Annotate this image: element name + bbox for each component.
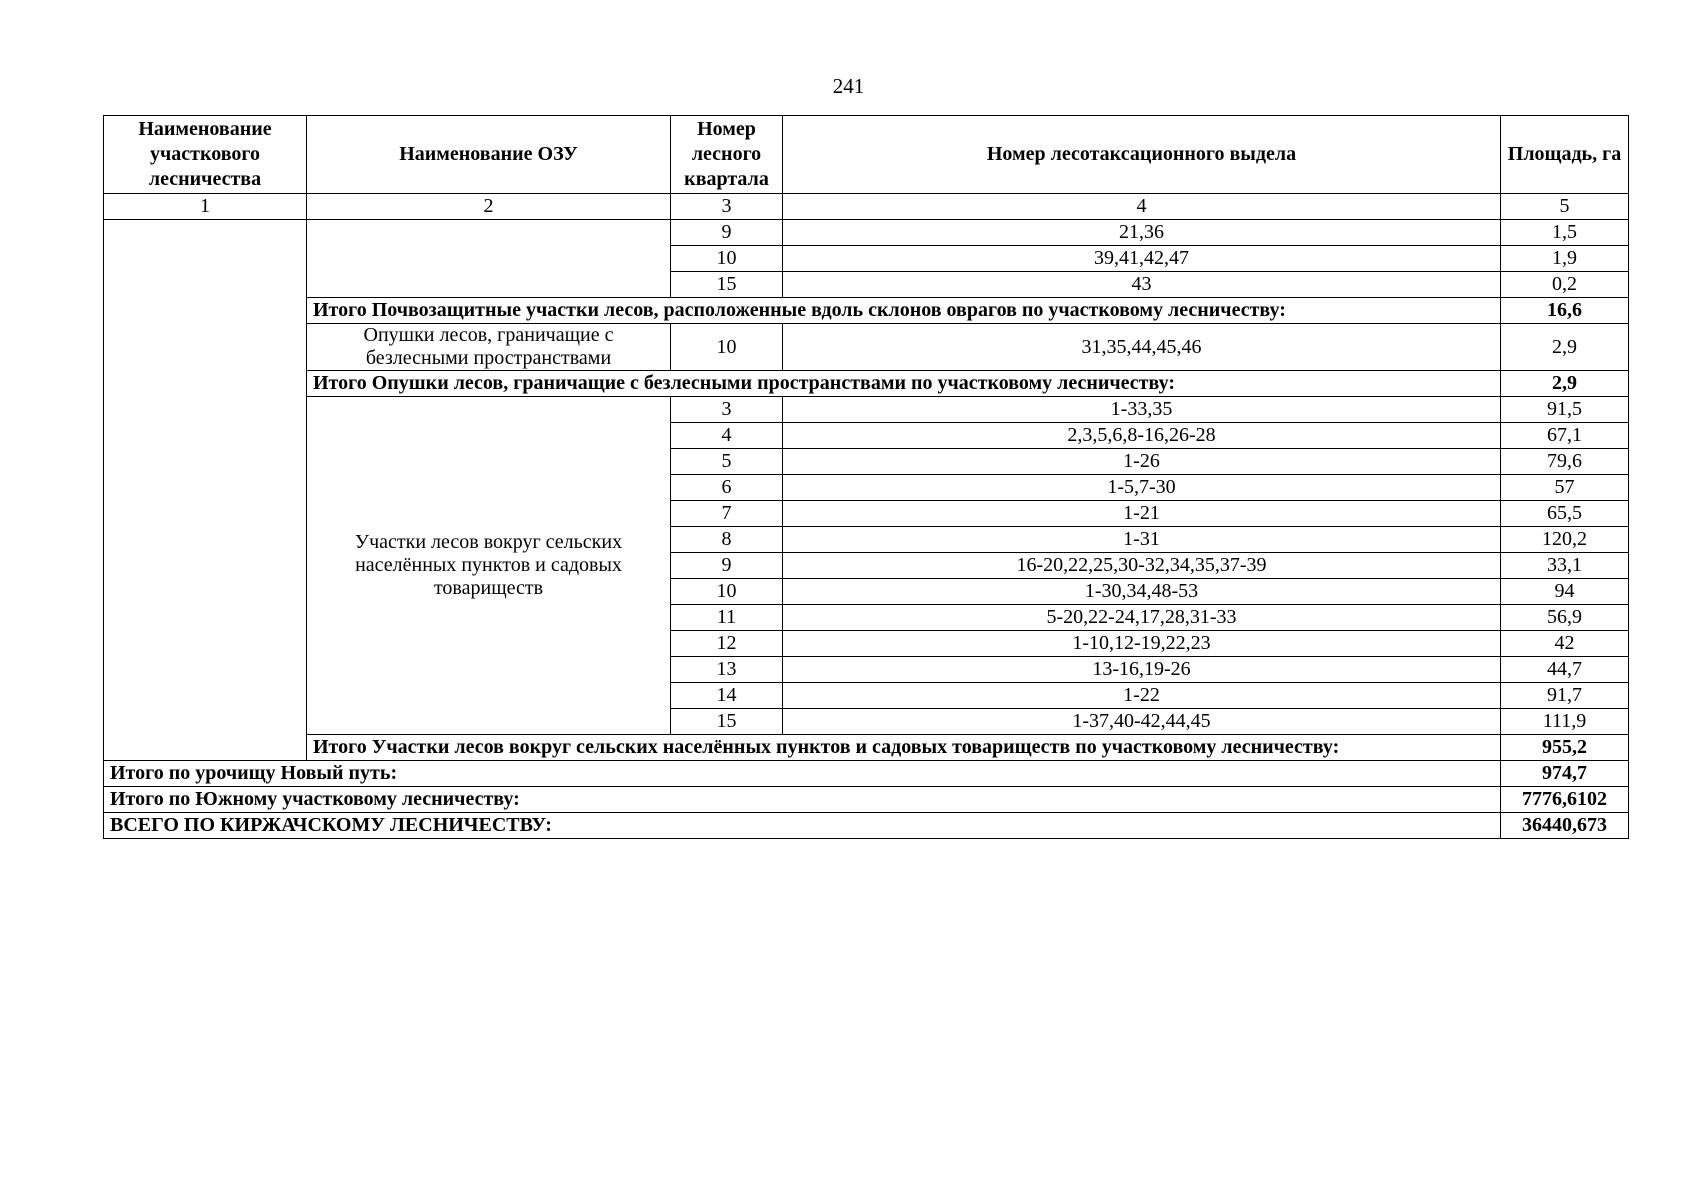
- table-row: [104, 324, 1629, 371]
- summary-total-value: 7776,6102: [1501, 787, 1629, 813]
- vydel-cell: 21,36: [783, 220, 1501, 246]
- kvartal-cell: 6: [671, 475, 783, 501]
- area-cell: 111,9: [1501, 709, 1629, 735]
- vydel-cell: 1-31: [783, 527, 1501, 553]
- group-total-value: 2,9: [1501, 371, 1629, 397]
- vydel-cell: 1-22: [783, 683, 1501, 709]
- vydel-cell: 5-20,22-24,17,28,31-33: [783, 605, 1501, 631]
- kvartal-cell: 10: [671, 246, 783, 272]
- area-cell: 91,5: [1501, 397, 1629, 423]
- summary-total-row: [104, 813, 1629, 839]
- kvartal-cell: 15: [671, 709, 783, 735]
- area-cell: 56,9: [1501, 605, 1629, 631]
- summary-total-row: [104, 787, 1629, 813]
- vydel-cell: 2,3,5,6,8-16,26-28: [783, 423, 1501, 449]
- kvartal-cell: 3: [671, 397, 783, 423]
- area-cell: 94: [1501, 579, 1629, 605]
- forest-table: [103, 115, 1629, 839]
- vydel-cell: 1-10,12-19,22,23: [783, 631, 1501, 657]
- vydel-cell: 1-30,34,48-53: [783, 579, 1501, 605]
- area-cell: 42: [1501, 631, 1629, 657]
- group-total-label: Итого Опушки лесов, граничащие с безлесными пространствами по участковому лесничеству:: [307, 371, 1501, 397]
- kvartal-cell: 12: [671, 631, 783, 657]
- vydel-cell: 16-20,22,25,30-32,34,35,37-39: [783, 553, 1501, 579]
- area-cell: 57: [1501, 475, 1629, 501]
- kvartal-cell: 4: [671, 423, 783, 449]
- summary-total-label: ВСЕГО ПО КИРЖАЧСКОМУ ЛЕСНИЧЕСТВУ:: [104, 813, 1501, 839]
- group-total-row: [104, 298, 1629, 324]
- kvartal-cell: 8: [671, 527, 783, 553]
- kvartal-cell: 10: [671, 579, 783, 605]
- kvartal-cell: 13: [671, 657, 783, 683]
- vydel-cell: 1-37,40-42,44,45: [783, 709, 1501, 735]
- header-col4: Номер лесотаксационного выдела: [783, 116, 1501, 194]
- summary-total-label: Итого по урочищу Новый путь:: [104, 761, 1501, 787]
- area-cell: 67,1: [1501, 423, 1629, 449]
- summary-total-value: 974,7: [1501, 761, 1629, 787]
- column-number: 4: [783, 194, 1501, 220]
- kvartal-cell: 5: [671, 449, 783, 475]
- group-total-row: [104, 371, 1629, 397]
- page-number: 241: [832, 74, 865, 98]
- column-numbers-row: [104, 194, 1629, 220]
- area-cell: 79,6: [1501, 449, 1629, 475]
- table-row: [104, 220, 1629, 246]
- vydel-cell: 39,41,42,47: [783, 246, 1501, 272]
- group-total-value: 16,6: [1501, 298, 1629, 324]
- kvartal-cell: 9: [671, 220, 783, 246]
- area-cell: 44,7: [1501, 657, 1629, 683]
- area-cell: 33,1: [1501, 553, 1629, 579]
- vydel-cell: 1-26: [783, 449, 1501, 475]
- ozu-name-cell: Участки лесов вокруг сельских населённых пунктов и садовых товариществ: [307, 397, 671, 735]
- vydel-cell: 1-33,35: [783, 397, 1501, 423]
- area-cell: 0,2: [1501, 272, 1629, 298]
- kvartal-cell: 14: [671, 683, 783, 709]
- forestry-name-cell: [104, 220, 307, 761]
- kvartal-cell: 15: [671, 272, 783, 298]
- column-number: 3: [671, 194, 783, 220]
- column-number: 2: [307, 194, 671, 220]
- header-col5: Площадь, га: [1501, 116, 1629, 194]
- column-number: 5: [1501, 194, 1629, 220]
- kvartal-cell: 7: [671, 501, 783, 527]
- kvartal-cell: 10: [671, 324, 783, 371]
- table-body: [104, 194, 1629, 839]
- column-number: 1: [104, 194, 307, 220]
- table-row: [104, 397, 1629, 423]
- summary-total-row: [104, 761, 1629, 787]
- group-total-row: [104, 735, 1629, 761]
- summary-total-value: 36440,673: [1501, 813, 1629, 839]
- area-cell: 91,7: [1501, 683, 1629, 709]
- summary-total-label: Итого по Южному участковому лесничеству:: [104, 787, 1501, 813]
- group-total-label: Итого Участки лесов вокруг сельских населённых пунктов и садовых товариществ по участковому лесничеству:: [307, 735, 1501, 761]
- group-total-label: Итого Почвозащитные участки лесов, расположенные вдоль склонов оврагов по участковому лесничеству:: [307, 298, 1501, 324]
- header-row: [104, 116, 1629, 194]
- vydel-cell: 13-16,19-26: [783, 657, 1501, 683]
- group-total-value: 955,2: [1501, 735, 1629, 761]
- area-cell: 1,5: [1501, 220, 1629, 246]
- area-cell: 2,9: [1501, 324, 1629, 371]
- header-col3: Номер лесного квартала: [671, 116, 783, 194]
- area-cell: 1,9: [1501, 246, 1629, 272]
- area-cell: 65,5: [1501, 501, 1629, 527]
- vydel-cell: 1-5,7-30: [783, 475, 1501, 501]
- vydel-cell: 43: [783, 272, 1501, 298]
- kvartal-cell: 11: [671, 605, 783, 631]
- vydel-cell: 31,35,44,45,46: [783, 324, 1501, 371]
- kvartal-cell: 9: [671, 553, 783, 579]
- header-col1: Наименование участкового лесничества: [104, 116, 307, 194]
- area-cell: 120,2: [1501, 527, 1629, 553]
- header-col2: Наименование ОЗУ: [307, 116, 671, 194]
- vydel-cell: 1-21: [783, 501, 1501, 527]
- ozu-name-cell: Опушки лесов, граничащие с безлесными пространствами: [307, 324, 671, 371]
- ozu-name-cell: [307, 220, 671, 298]
